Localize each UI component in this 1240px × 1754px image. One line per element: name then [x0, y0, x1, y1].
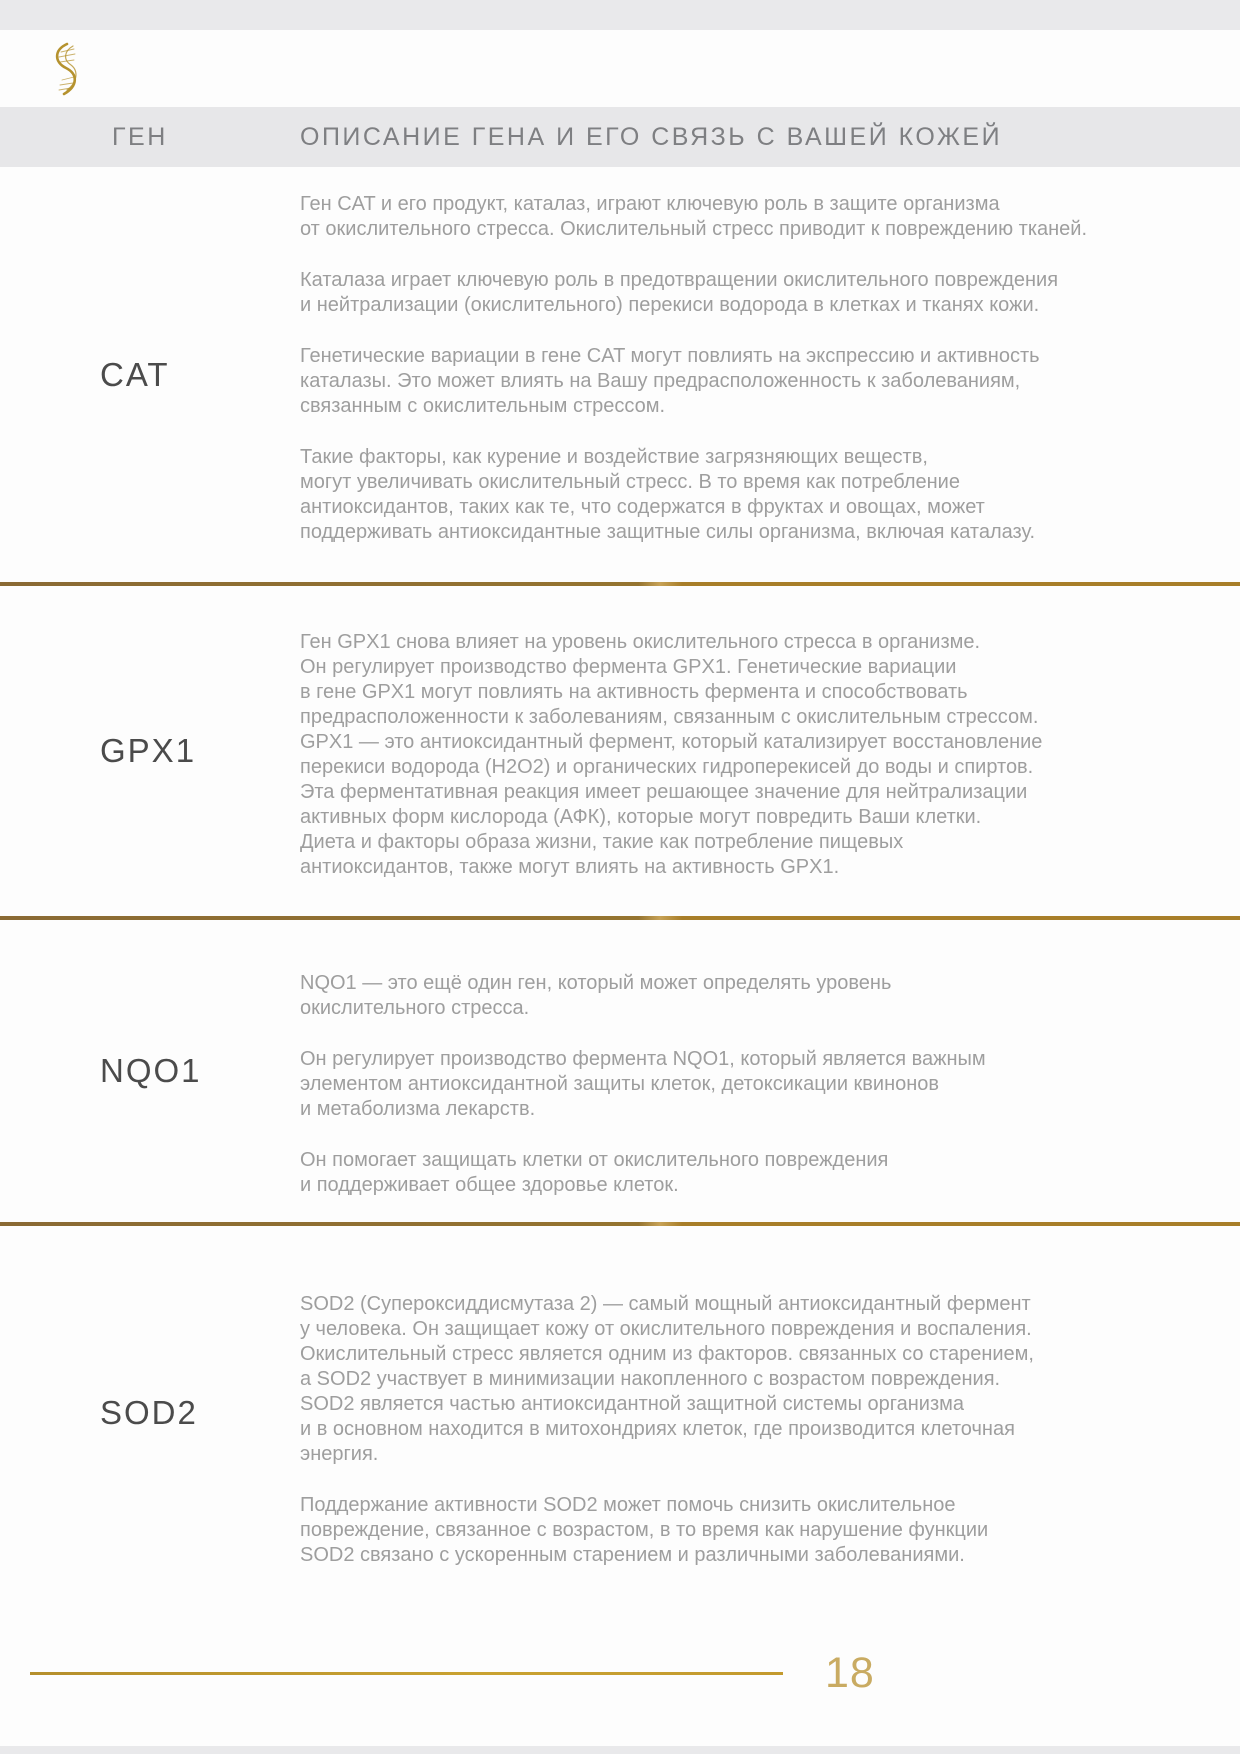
gene-label-cell [0, 586, 300, 916]
text-line: антиоксидантов, также могут влиять на активность GPX1. [300, 856, 840, 878]
paragraph [300, 1148, 1240, 1198]
text-line: Поддержание активности SOD2 может помочь снизить окислительное [300, 1494, 956, 1516]
text-line: перекиси водорода (H2O2) и органических гидроперекисей до воды и спиртов. [300, 756, 1034, 778]
text-line: NQO1 — это ещё один ген, который может определять уровень [300, 972, 892, 994]
gold-dna-logo-icon [44, 40, 90, 100]
gene-label-cell [0, 167, 300, 582]
text-line: Генетические вариации в гене CAT могут повлиять на экспрессию и активность [300, 345, 1040, 367]
gene-section-sod2 [0, 1226, 1240, 1600]
gene-label-cell [0, 1226, 300, 1600]
page-footer [0, 1600, 1240, 1746]
text-line: SOD2 связано с ускоренным старением и различными заболеваниями. [300, 1544, 965, 1566]
paragraph [300, 1493, 1240, 1568]
text-line: предрасположенности к заболеваниям, связанным с окислительным стрессом. [300, 706, 1039, 728]
top-edge-strip [0, 0, 1240, 30]
text-line: поддерживать антиоксидантные защитные силы организма, включая каталазу. [300, 521, 1036, 543]
text-line: Такие факторы, как курение и воздействие загрязняющих веществ, [300, 446, 928, 468]
paragraph [300, 268, 1240, 318]
footer-gold-rule [30, 1672, 783, 1675]
text-line: SOD2 (Супероксиддисмутаза 2) — самый мощный антиоксидантный фермент [300, 1293, 1031, 1315]
logo-bar [0, 30, 1240, 107]
paragraph [300, 344, 1240, 419]
text-line: и поддерживает общее здоровье клеток. [300, 1174, 679, 1196]
text-line: могут увеличивать окислительный стресс. В то время как потребление [300, 471, 960, 493]
text-line: активных форм кислорода (АФК), которые могут повредить Ваши клетки. [300, 806, 982, 828]
table-header-band [0, 107, 1240, 167]
text-line: а SOD2 участвует в минимизации накопленного с возрастом повреждения. [300, 1368, 1001, 1390]
gene-name-cat: CAT [100, 355, 170, 393]
text-line: Эта ферментативная реакция имеет решающее значение для нейтрализации [300, 781, 1028, 803]
gene-section-nqo1 [0, 920, 1240, 1226]
text-line: Диета и факторы образа жизни, такие как потребление пищевых [300, 831, 904, 853]
text-line: Окислительный стресс является одним из факторов. связанных со старением, [300, 1343, 1034, 1365]
text-line: элементом антиоксидантной защиты клеток, детоксикации квинонов [300, 1073, 940, 1095]
paragraph [300, 445, 1240, 545]
text-line: повреждение, связанное с возрастом, в то время как нарушение функции [300, 1519, 989, 1541]
bottom-edge-strip [0, 1746, 1240, 1754]
text-line: в гене GPX1 могут повлиять на активность фермента и способствовать [300, 681, 968, 703]
text-line: окислительного стресса. [300, 997, 530, 1019]
gene-section-gpx1 [0, 586, 1240, 920]
paragraph [300, 1047, 1240, 1122]
gene-name-sod2: SOD2 [100, 1394, 198, 1431]
paragraph [300, 192, 1240, 242]
gene-section-cat [0, 167, 1240, 586]
gene-name-gpx1: GPX1 [100, 732, 197, 769]
header-description-column: ОПИСАНИЕ ГЕНА И ЕГО СВЯЗЬ С ВАШЕЙ КОЖЕЙ [300, 122, 1003, 151]
text-line: и в основном находится в митохондриях клеток, где производится клеточная [300, 1418, 1015, 1440]
header-gene-column: ГЕН [112, 122, 168, 151]
page-number: 18 [825, 1648, 875, 1697]
gene-description-cat [300, 167, 1240, 582]
text-line: Каталаза играет ключевую роль в предотвращении окислительного повреждения [300, 269, 1059, 291]
text-line: SOD2 является частью антиоксидантной защитной системы организма [300, 1393, 965, 1415]
gene-label-cell [0, 920, 300, 1222]
paragraph [300, 630, 1240, 880]
text-line: Ген CAT и его продукт, каталаз, играют ключевую роль в защите организма [300, 193, 1000, 215]
text-line: у человека. Он защищает кожу от окислительного повреждения и воспаления. [300, 1318, 1032, 1340]
text-line: и нейтрализации (окислительного) перекиси водорода в клетках и тканях кожи. [300, 294, 1040, 316]
paragraph [300, 971, 1240, 1021]
text-line: GPX1 — это антиоксидантный фермент, который катализирует восстановление [300, 731, 1043, 753]
gene-description-gpx1 [300, 586, 1240, 916]
text-line: от окислительного стресса. Окислительный стресс приводит к повреждению тканей. [300, 218, 1088, 240]
text-line: Он регулирует производство фермента NQO1, который является важным [300, 1048, 986, 1070]
gene-description-sod2 [300, 1226, 1240, 1600]
text-line: антиоксидантов, таких как те, что содержатся в фруктах и овощах, может [300, 496, 985, 518]
text-line: и метаболизма лекарств. [300, 1098, 536, 1120]
text-line: энергия. [300, 1443, 379, 1465]
text-line: Ген GPX1 снова влияет на уровень окислительного стресса в организме. [300, 631, 981, 653]
text-line: Он помогает защищать клетки от окислительного повреждения [300, 1149, 889, 1171]
paragraph [300, 1292, 1240, 1467]
text-line: Он регулирует производство фермента GPX1. Генетические вариации [300, 656, 957, 678]
text-line: связанным с окислительным стрессом. [300, 395, 666, 417]
gene-description-nqo1 [300, 920, 1240, 1222]
text-line: каталазы. Это может влиять на Вашу предрасположенность к заболеваниям, [300, 370, 1021, 392]
gene-name-nqo1: NQO1 [100, 1052, 202, 1089]
